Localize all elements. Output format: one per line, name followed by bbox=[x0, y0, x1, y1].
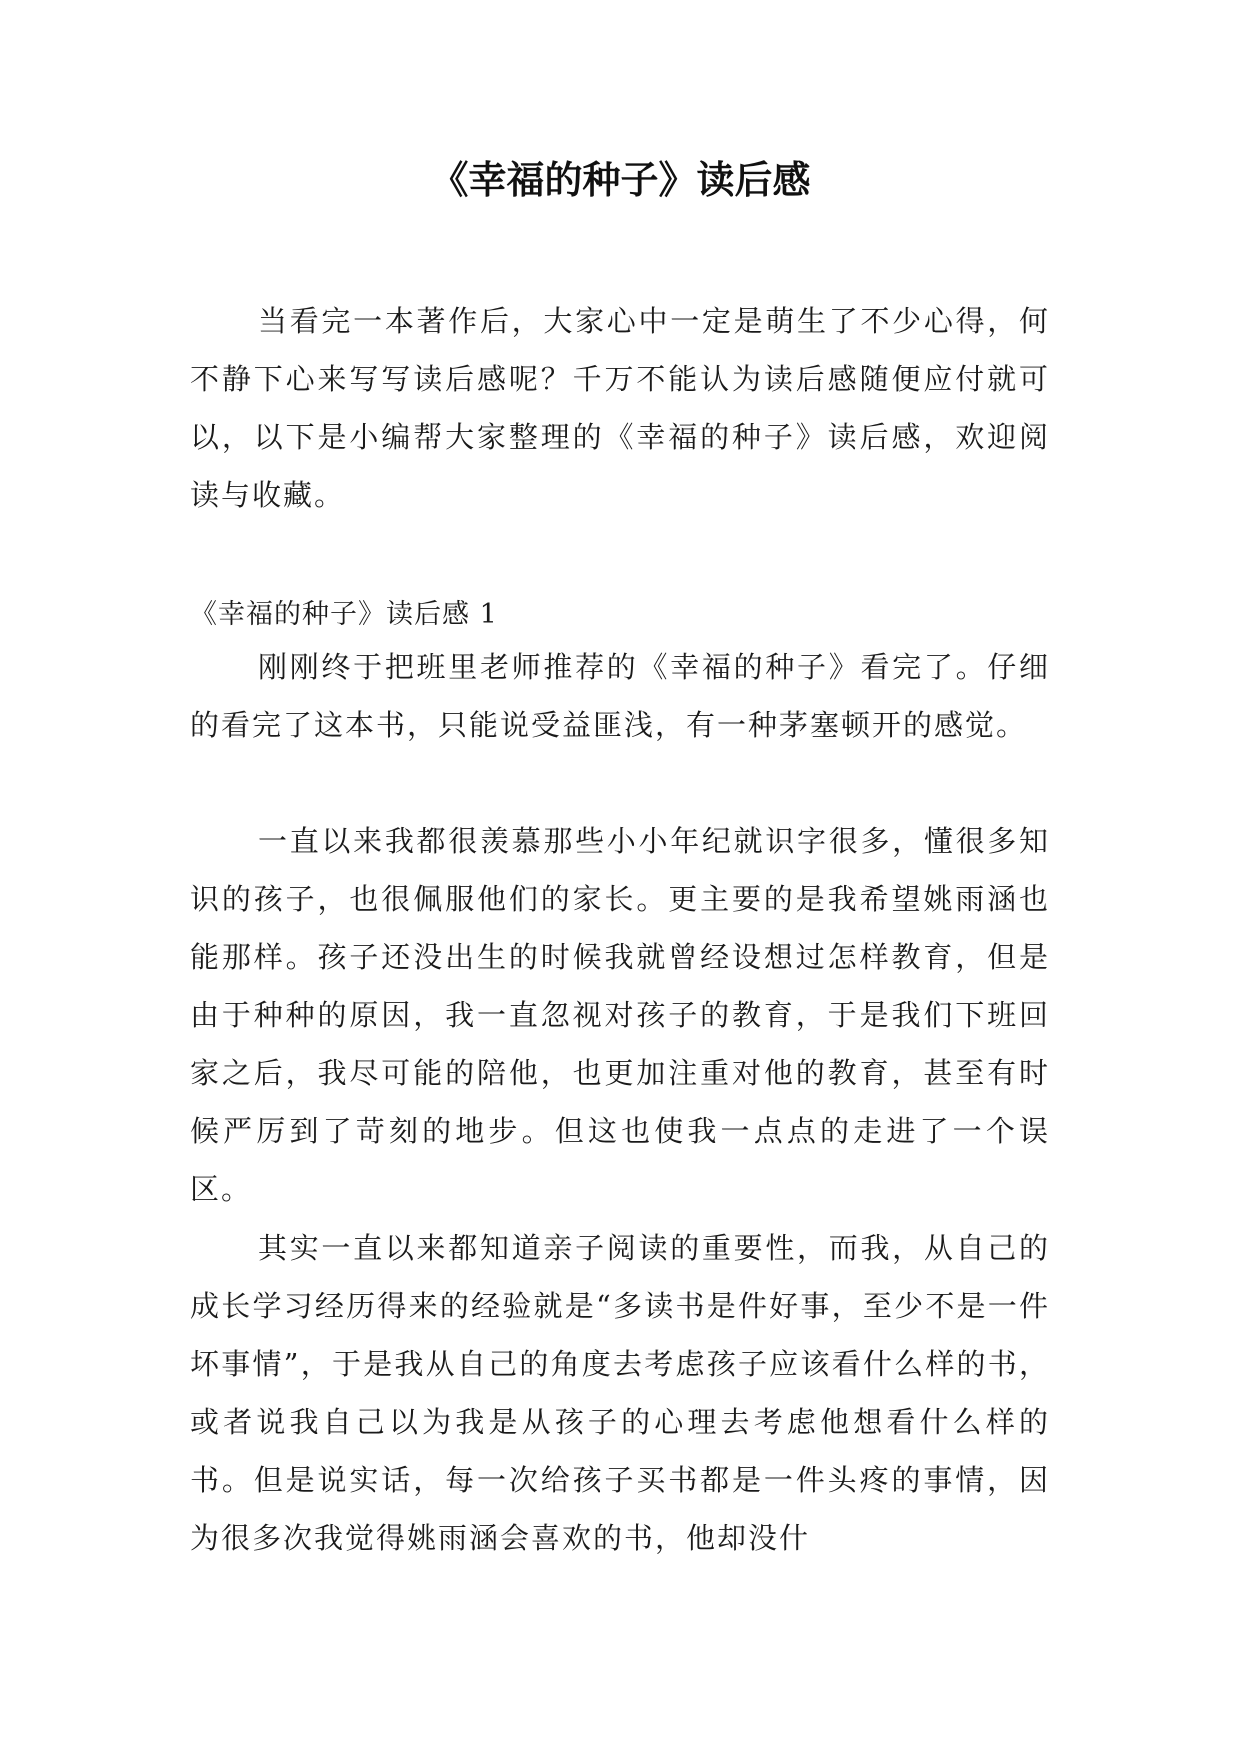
document-title: 《幸福的种子》读后感 bbox=[430, 158, 811, 202]
body-paragraph-1: 刚刚终于把班里老师推荐的《幸福的种子》看完了。仔细的看完了这本书，只能说受益匪浅，有一种茅塞顿开的感觉。 bbox=[190, 650, 1050, 742]
body-paragraph-3: 其实一直以来都知道亲子阅读的重要性，而我，从自己的成长学习经历得来的经验就是“多读书是件好事，至少不是一件坏事情”，于是我从自己的角度去考虑孩子应该看什么样的书，或者说我自己以为我是从孩子的心理去考虑他想看什么样的书。但是说实话，每一次给孩子买书都是一件头疼的事情，因为很多次我觉得姚雨涵会喜欢的书，他却没什 bbox=[190, 1231, 1050, 1555]
body-paragraph-2: 一直以来我都很羡慕那些小小年纪就识字很多，懂很多知识的孩子，也很佩服他们的家长。更主要的是我希望姚雨涵也能那样。孩子还没出生的时候我就曾经设想过怎样教育，但是由于种种的原因，我一直忽视对孩子的教育，于是我们下班回家之后，我尽可能的陪他，也更加注重对他的教育，甚至有时候严厉到了苛刻的地步。但这也使我一点点的走进了一个误区。 bbox=[190, 824, 1050, 1206]
intro-paragraph: 当看完一本著作后，大家心中一定是萌生了不少心得，何不静下心来写写读后感呢？千万不能认为读后感随便应付就可以，以下是小编帮大家整理的《幸福的种子》读后感，欢迎阅读与收藏。 bbox=[190, 304, 1050, 512]
section-heading: 《幸福的种子》读后感 1 bbox=[190, 599, 498, 630]
